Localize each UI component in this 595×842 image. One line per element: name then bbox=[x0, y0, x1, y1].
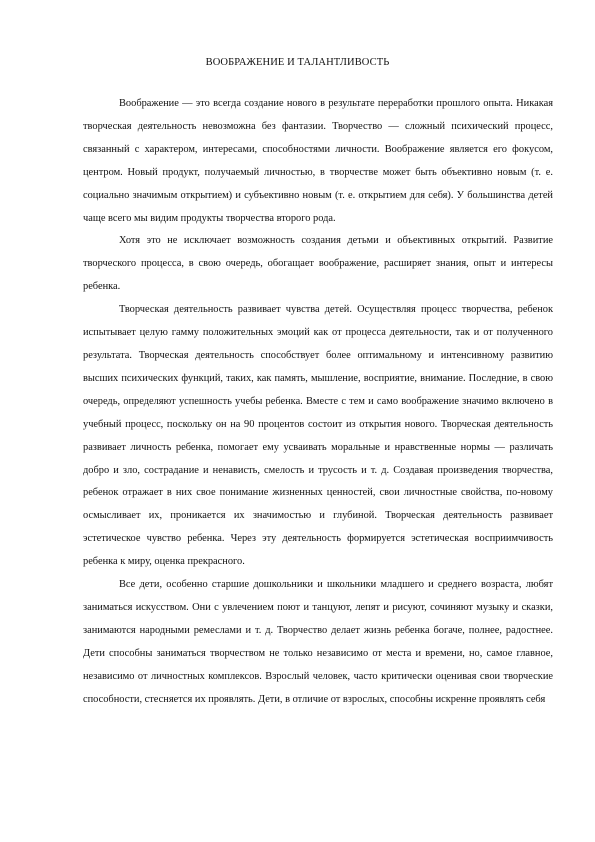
paragraph-1: Воображение — это всегда создание нового в результате переработки прошлого опыта. Никакая творческая деятельность невозможна без фантазии. Творчество — сложный психический процесс, связанный с характером, интересами, способностями личности. Воображение является его фокусом, центром. Новый продукт, получаемый личностью, в творчестве может быть объективно новым (т. е. социально значимым открытием) и субъективно новым (т. е. открытием для себя). У большинства детей чаще всего мы видим продукты творчества второго рода. bbox=[83, 98, 553, 224]
paragraph-2: Хотя это не исключает возможность создания детьми и объективных открытий. Развитие творческого процесса, в свою очередь, обогащает воображение, расширяет знания, опыт и интересы ребенка. bbox=[83, 235, 553, 293]
document-body bbox=[83, 93, 553, 711]
paragraph-3: Творческая деятельность развивает чувства детей. Осуществляя процесс творчества, ребенок испытывает целую гамму положительных эмоций как от процесса деятельности, так и от полученного результата. Творческая деятельность способствует более оптимальному и интенсивному развитию высших психических функций, таких, как память, мышление, восприятие, внимание. Последние, в свою очередь, определяют успешность учебы ребенка. Вместе с тем и само воображение значимо включено в учебный процесс, поскольку он на 90 процентов состоит из открытия нового. Творческая деятельность развивает личность ребенка, помогает ему усваивать моральные и нравственные нормы — различать добро и зло, сострадание и ненависть, смелость и трусость и т. д. Создавая произведения творчества, ребенок отражает в них свое понимание жизненных ценностей, свои личностные свойства, по-новому осмысливает их, проникается их значимостью и глубиной. Творческая деятельность развивает эстетическое чувство ребенка. Через эту деятельность формируется эстетическая восприимчивость ребенка к миру, оценка прекрасного. bbox=[83, 304, 553, 568]
document-title: ВООБРАЖЕНИЕ И ТАЛАНТЛИВОСТЬ bbox=[205, 57, 390, 68]
paragraph-4: Все дети, особенно старшие дошкольники и школьники младшего и среднего возраста, любят заниматься искусством. Они с увлечением поют и танцуют, лепят и рисуют, сочиняют музыку и сказки, занимаются народными ремеслами и т. д. Творчество делает жизнь ребенка богаче, полнее, радостнее. Дети способны заниматься творчеством не только независимо от места и времени, но, самое главное, независимо от личностных комплексов. Взрослый человек, часто критически оценивая свои творческие способности, стесняется их проявлять. Дети, в отличие от взрослых, способны искренне проявлять себя bbox=[83, 579, 553, 705]
